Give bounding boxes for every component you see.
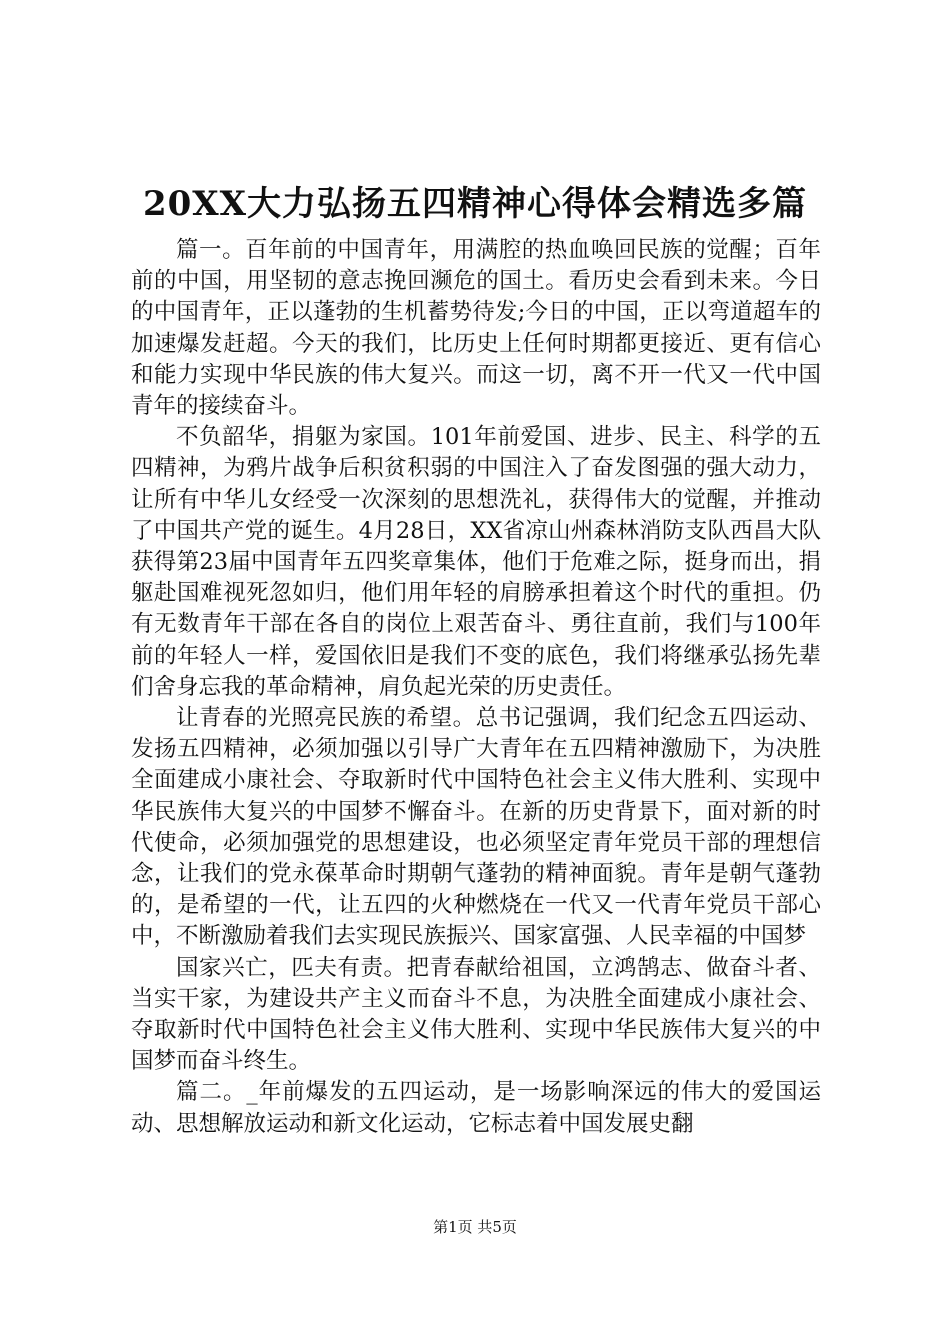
paragraph-5: 篇二。_年前爆发的五四运动，是一场影响深远的伟大的爱国运动、思想解放运动和新文化运动，它标志着中国发展史翻 (131, 1079, 821, 1137)
paragraph-4: 国家兴亡，匹夫有责。把青春献给祖国，立鸿鹄志、做奋斗者、当实干家，为建设共产主义而奋斗不息，为决胜全面建成小康社会、夺取新时代中国特色社会主义伟大胜利、实现中华民族伟大复兴的中国梦而奋斗终生。 (131, 954, 821, 1075)
document-title: 20XX大力弘扬五四精神心得体会精选多篇 (142, 184, 808, 224)
paragraph-3: 让青春的光照亮民族的希望。总书记强调，我们纪念五四运动、发扬五四精神，必须加强以引导广大青年在五四精神激励下，为决胜全面建成小康社会、夺取新时代中国特色社会主义伟大胜利、实现中华民族伟大复兴的中国梦不懈奋斗。在新的历史背景下，面对新的时代使命，必须加强党的思想建设，也必须坚定青年党员干部的理想信念，让我们的党永葆革命时期朝气蓬勃的精神面貌。青年是朝气蓬勃的，是希望的一代，让五四的火种燃烧在一代又一代青年党员干部心中，不断激励着我们去实现民族振兴、国家富强、人民幸福的中国梦 (131, 705, 821, 950)
paragraph-2: 不负韶华，捐躯为家国。101年前爱国、进步、民主、科学的五四精神，为鸦片战争后积贫积弱的中国注入了奋发图强的强大动力，让所有中华儿女经受一次深刻的思想洗礼，获得伟大的觉醒，并推动了中国共产党的诞生。4月28日，XX省凉山州森林消防支队西昌大队获得第23届中国青年五四奖章集体，他们于危难之际，挺身而出，捐躯赴国难视死忽如归，他们用年轻的肩膀承担着这个时代的重担。仍有无数青年干部在各自的岗位上艰苦奋斗、勇往直前，我们与100年前的年轻人一样，爱国依旧是我们不变的底色，我们将继承弘扬先辈们舍身忘我的革命精神，肩负起光荣的历史责任。 (131, 424, 821, 700)
paragraph-1: 篇一。百年前的中国青年，用满腔的热血唤回民族的觉醒；百年前的中国，用坚韧的意志挽回濒危的国土。看历史会看到未来。今日的中国青年，正以蓬勃的生机蓄势待发;今日的中国，正以弯道超车的加速爆发赶超。今天的我们，比历史上任何时期都更接近、更有信心和能力实现中华民族的伟大复兴。而这一切，离不开一代又一代中国青年的接续奋斗。 (131, 237, 821, 420)
document-body (131, 235, 821, 1140)
page-number-footer: 第1页 共5页 (433, 1218, 517, 1236)
